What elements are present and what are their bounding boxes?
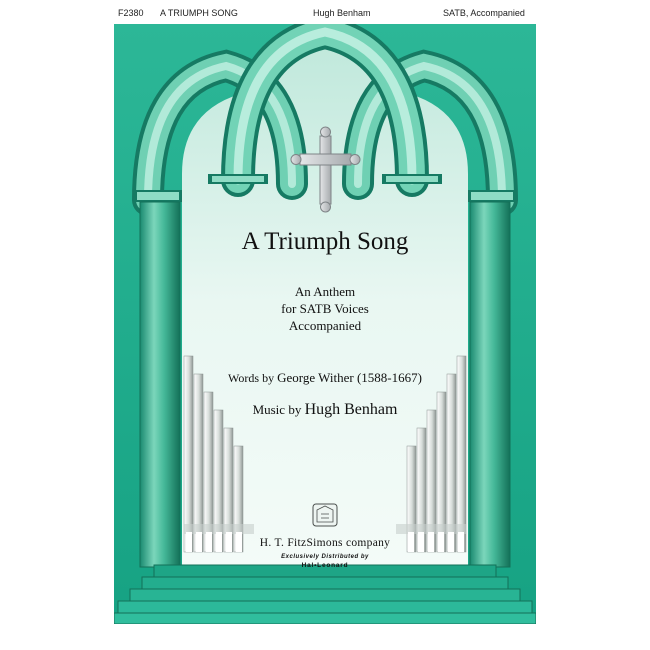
subtitle-line-2: for SATB Voices (281, 301, 369, 316)
header-composer: Hugh Benham (313, 8, 371, 18)
lyricist-credit (114, 370, 536, 386)
music-prefix: Music by (252, 402, 302, 417)
catalog-header (0, 0, 650, 24)
distributor-name: Hal•Leonard (301, 562, 349, 569)
distribution-line: Exclusively Distributed by (281, 554, 369, 560)
altar-steps (114, 565, 536, 624)
lyricist-name: George Wither (1588-1667) (277, 370, 422, 385)
header-title: A TRIUMPH SONG (160, 8, 238, 18)
words-prefix: Words by (228, 371, 275, 385)
publisher-logo-icon (313, 504, 337, 526)
subtitle-line-3: Accompanied (288, 318, 362, 333)
composer-name: Hugh Benham (304, 401, 398, 418)
subtitle-line-1: An Anthem (294, 284, 356, 299)
header-voicing: SATB, Accompanied (443, 8, 525, 18)
composer-credit (114, 401, 536, 419)
catalog-number: F2380 (118, 8, 144, 18)
publisher-name: H. T. FitzSimons company (259, 537, 391, 549)
score-cover (114, 24, 536, 624)
cover-title: A Triumph Song (241, 228, 409, 255)
